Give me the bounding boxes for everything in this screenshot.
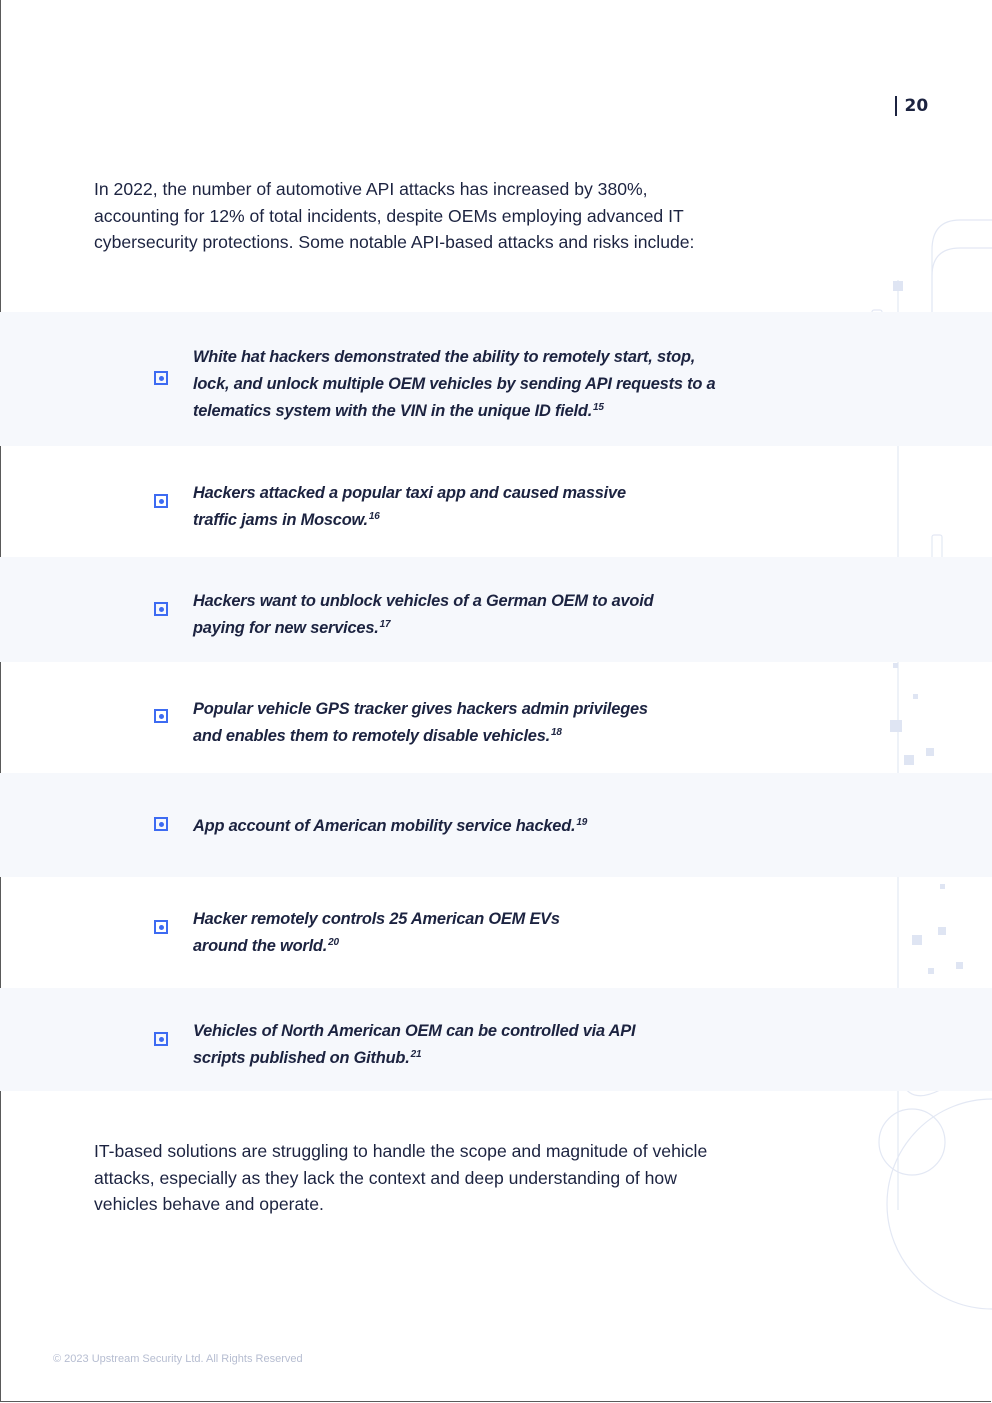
footnote-ref: 21 bbox=[410, 1048, 422, 1060]
page-number bbox=[895, 96, 928, 116]
footnote-ref: 19 bbox=[576, 817, 588, 828]
list-item-text: Vehicles of North American OEM can be controlled via API scripts published on Github. bbox=[193, 1022, 636, 1067]
square-dot-icon bbox=[154, 920, 168, 934]
square-dot-icon bbox=[154, 709, 168, 723]
list-item bbox=[193, 813, 733, 840]
square-dot-icon bbox=[154, 371, 168, 385]
outro-paragraph: IT-based solutions are struggling to handle the scope and magnitude of vehicle attacks, especially as they lack the context and deep understanding of how vehicles behave and operate. bbox=[94, 1141, 708, 1214]
list-item-text: White hat hackers demonstrated the ability to remotely start, stop, lock, and unlock multiple OEM vehicles by sending API requests to a telematics system with the VIN in the unique ID field. bbox=[193, 348, 716, 420]
page-number-label: 20 bbox=[904, 96, 929, 116]
footnote-ref: 16 bbox=[368, 510, 380, 522]
footnote-ref: 17 bbox=[379, 618, 391, 630]
footnote-ref: 15 bbox=[593, 401, 604, 413]
page-number-divider bbox=[895, 96, 897, 116]
intro-paragraph: In 2022, the number of automotive API attacks has increased by 380%, accounting for 12% of total incidents, despite OEMs employing advanced IT cybersecurity protections. Some notable API-based attacks and risks include: bbox=[94, 179, 695, 252]
list-item bbox=[193, 906, 573, 960]
square-dot-icon bbox=[154, 817, 168, 831]
list-item-text: Hacker remotely controls 25 American OEM EVs around the world. bbox=[193, 910, 560, 955]
list-item-text: App account of American mobility service hacked. bbox=[193, 817, 576, 835]
list-item bbox=[193, 1018, 643, 1072]
list-item bbox=[193, 588, 663, 642]
list-item-text: Hackers attacked a popular taxi app and caused massive traffic jams in Moscow. bbox=[193, 484, 626, 529]
square-dot-icon bbox=[154, 494, 168, 508]
list-item bbox=[193, 480, 633, 534]
list-item-text: Hackers want to unblock vehicles of a German OEM to avoid paying for new services. bbox=[193, 592, 654, 637]
list-item-text: Popular vehicle GPS tracker gives hackers admin privileges and enables them to remotely disable vehicles. bbox=[193, 700, 648, 745]
footnote-ref: 18 bbox=[551, 726, 562, 738]
footnote-ref: 20 bbox=[328, 936, 339, 948]
copyright-footer: © 2023 Upstream Security Ltd. All Rights Reserved bbox=[53, 1353, 303, 1365]
list-item bbox=[193, 696, 653, 750]
square-dot-icon bbox=[154, 602, 168, 616]
list-item bbox=[193, 344, 733, 424]
square-dot-icon bbox=[154, 1032, 168, 1046]
